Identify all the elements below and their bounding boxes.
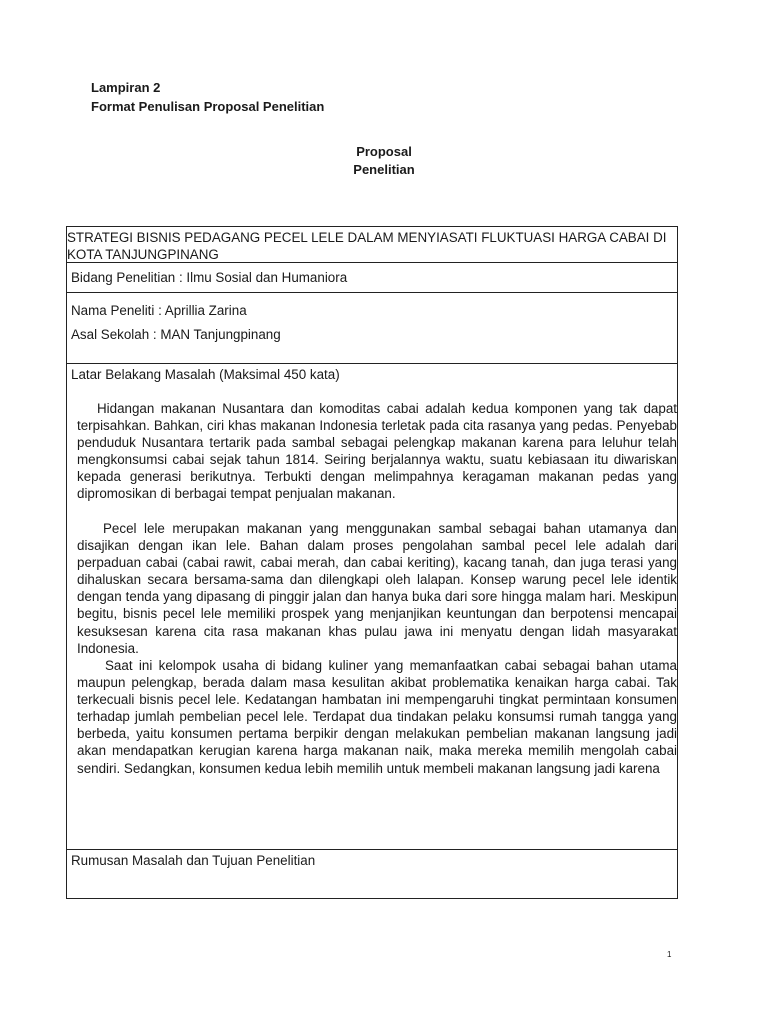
researcher-name: Nama Peneliti : Aprillia Zarina xyxy=(71,303,247,318)
field-cell xyxy=(66,262,678,293)
background-paragraph-1: Hidangan makanan Nusantara dan komoditas cabai adalah kedua komponen yang tak dapat terpisahkan. Bahkan, ciri khas makanan Indonesia terletak pada cita rasanya yang pedas. Penyebab penduduk Nusantara tertarik pada sambal sebagai pelengkap makanan karena para leluhur telah mengkonsumsi cabai sejak tahun 1814. Seiring berjalannya waktu, suatu kebiasaan itu diwariskan kepada generasi berikutnya. Terbukti dengan melimpahnya keragaman makanan pedas yang dipromosikan di berbagai tempat penjualan makanan. xyxy=(77,401,677,502)
doc-title-line2: Penelitian xyxy=(353,162,415,177)
problem-cell xyxy=(66,849,678,899)
research-field: Bidang Penelitian : Ilmu Sosial dan Humaniora xyxy=(71,270,348,285)
background-label: Latar Belakang Masalah (Maksimal 450 kata) xyxy=(71,367,340,382)
research-title: STRATEGI BISNIS PEDAGANG PECEL LELE DALAM MENYIASATI FLUKTUASI HARGA CABAI DI KOTA TANJUNGPINANG xyxy=(67,230,667,262)
research-title-cell xyxy=(66,226,678,263)
doc-title-line1: Proposal xyxy=(356,144,412,159)
format-title: Format Penulisan Proposal Penelitian xyxy=(91,99,325,114)
background-paragraph-3: Saat ini kelompok usaha di bidang kuliner yang memanfaatkan cabai sebagai bahan utama maupun pelengkap, berada dalam masa kesulitan akibat problematika kenaikan harga cabai. Tak terkecuali bisnis pecel lele. Kedatangan hambatan ini mempengaruhi tingkat permintaan konsumen terhadap jumlah pembelian pecel lele. Terdapat dua tindakan pelaku konsumsi rumah tangga yang berbeda, yaitu konsumen pertama berpikir dengan melakukan pembelian makanan langsung jadi akan mendapatkan kerugian karena harga makanan naik, maka mereka memilih mengolah cabai sendiri. Sedangkan, konsumen kedua lebih memilih untuk membeli makanan langsung jadi karena xyxy=(77,658,677,776)
background-paragraph-2: Pecel lele merupakan makanan yang menggunakan sambal sebagai bahan utamanya dan disajikan dengan ikan lele. Bahan dalam proses pengolahan sambal pecel lele adalah dari perpaduan cabai (cabai rawit, cabai merah, dan cabai keriting), kacang tanah, dan juga terasi yang dihaluskan secara bersama-sama dan dilengkapi oleh lalapan. Konsep warung pecel lele identik dengan tenda yang dipasang di pinggir jalan dan hanya buka dari sore hingga malam hari. Meskipun begitu, bisnis pecel lele memiliki prospek yang menjanjikan keuntungan dan berpotensi mencapai kesuksesan karena cita rasa makanan khas pulau jawa ini menyatu dengan lidah masyarakat Indonesia. xyxy=(77,521,677,656)
problem-label: Rumusan Masalah dan Tujuan Penelitian xyxy=(71,853,316,868)
appendix-label: Lampiran 2 xyxy=(91,80,161,95)
researcher-cell xyxy=(66,292,678,364)
researcher-school: Asal Sekolah : MAN Tanjungpinang xyxy=(71,327,281,342)
page-number: 1 xyxy=(667,950,672,959)
background-cell xyxy=(66,363,678,850)
